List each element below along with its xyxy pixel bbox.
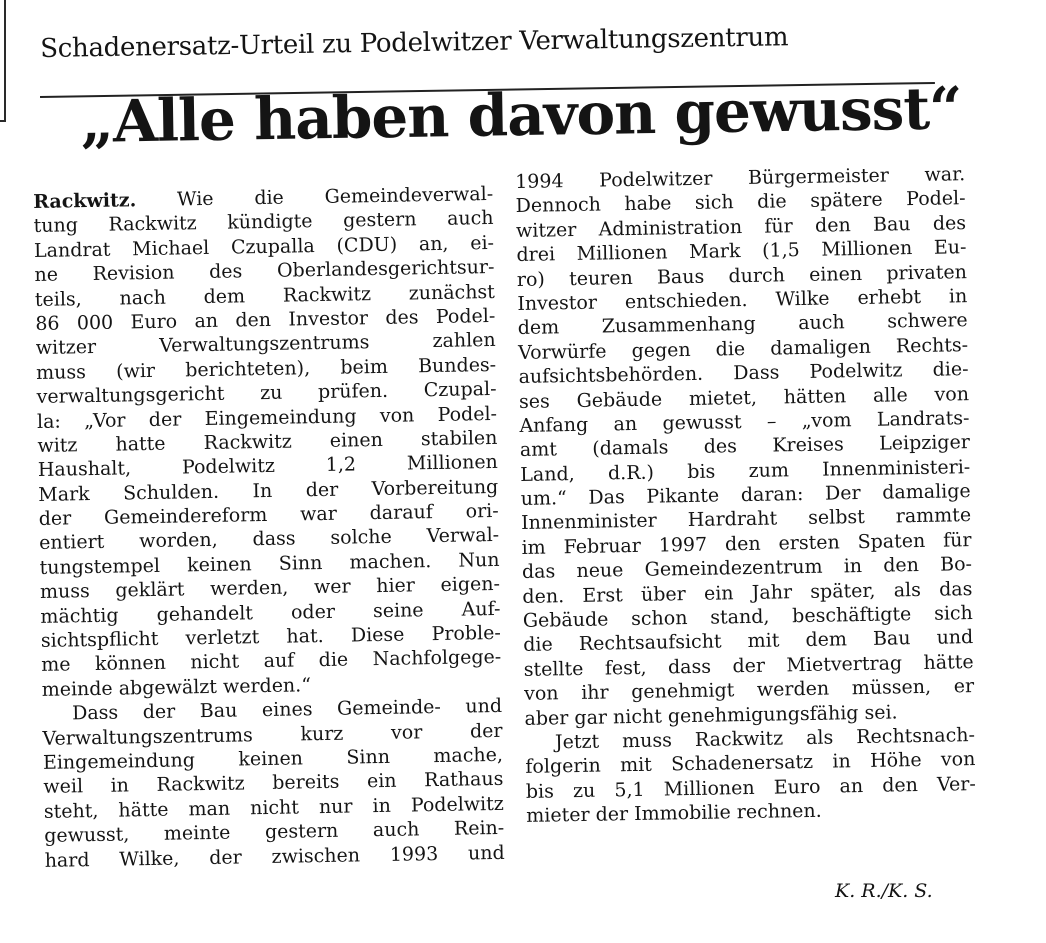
article-line: Investor entschieden. Wilke erhebt in xyxy=(517,285,968,315)
article-line: folgerin mit Schadenersatz in Höhe von xyxy=(525,748,976,779)
article-line: witz hatte Rackwitz einen stabilen xyxy=(37,426,498,457)
article-line: Dennoch habe sich die spätere Podel- xyxy=(515,187,966,218)
article-line: Anfang an gewusst – „vom Landrats- xyxy=(519,407,970,437)
byline: K. R./K. S. xyxy=(835,880,933,902)
article-line: aufsichtsbehörden. Dass Podelwitz die- xyxy=(518,358,969,389)
article-line: mächtig gehandelt oder seine Auf- xyxy=(40,597,501,628)
article-line: witzer Verwaltungszentrums zahlen xyxy=(35,329,496,360)
article-line: von ihr genehmigt werden müssen, er xyxy=(523,675,975,706)
article-line: Verwaltungszentrums kurz vor der xyxy=(42,719,503,750)
article-line: ses Gebäude mietet, hätten alle von xyxy=(518,382,970,413)
article-line: 1994 Podelwitzer Bürgermeister war. xyxy=(515,163,966,193)
article-line: stellte fest, dass der Mietvertrag hätte xyxy=(523,650,974,681)
article-line: Landrat Michael Czupalla (CDU) an, ei- xyxy=(33,231,495,262)
article-line: steht, hätte man nicht nur in Podelwitz xyxy=(43,792,504,823)
article-line: ro) teuren Baus durch einen privaten xyxy=(516,260,968,291)
clipping-border-horizontal xyxy=(0,120,6,122)
dateline: Rackwitz. xyxy=(33,189,137,213)
article-headline: „Alle haben davon gewusst“ xyxy=(80,74,962,156)
article-line: dem Zusammenhang auch schwere xyxy=(517,309,968,340)
article-line: Mark Schulden. In der Vorbereitung xyxy=(38,475,499,506)
article-line: weil in Rackwitz bereits ein Rathaus xyxy=(43,768,504,799)
article-line: der Gemeindereform war darauf ori- xyxy=(38,500,499,531)
article-line: Jetzt muss Rackwitz als Rechtsnach- xyxy=(554,724,976,754)
article-line: Gebäude schon stand, beschäftigte sich xyxy=(522,602,973,632)
article-line: mieter der Immobilie rechnen. xyxy=(526,799,822,828)
article-line: ne Revision des Oberlandesgerichtsur- xyxy=(34,256,495,287)
article-line: Dass der Bau eines Gemeinde- und xyxy=(71,695,503,725)
article-line: Land, d.R.) bis zum Innenministeri- xyxy=(520,455,971,486)
article-line: muss geklärt werden, wer hier eigen- xyxy=(39,573,501,604)
article-line: bis zu 5,1 Millionen Euro an den Ver- xyxy=(525,772,976,803)
article-line: tung Rackwitz kündigte gestern auch xyxy=(33,207,494,238)
article-line: gewusst, meinte gestern auch Rein- xyxy=(44,817,505,848)
clipping-border-vertical xyxy=(4,0,6,120)
article-line: la: „Vor der Eingemeindung von Podel- xyxy=(36,402,498,433)
article-line: me können nicht auf die Nachfolgege- xyxy=(41,646,502,677)
article-line: verwaltungsgericht zu prüfen. Czupal- xyxy=(36,378,497,409)
article-line: den. Erst über ein Jahr später, als das xyxy=(522,577,973,608)
article-line: aber gar nicht genehmigungsfähig sei. xyxy=(524,701,898,730)
article-line: Haushalt, Podelwitz 1,2 Millionen xyxy=(37,451,499,482)
article-line: im Februar 1997 den ersten Spaten für xyxy=(521,528,972,559)
article-line: entiert worden, dass solche Verwal- xyxy=(38,524,500,555)
article-line: witzer Administration für den Bau des xyxy=(515,211,967,242)
article-line: hard Wilke, der zwischen 1993 und xyxy=(44,841,505,872)
right-column xyxy=(515,162,976,828)
article-line: sichtspflicht verletzt hat. Diese Proble- xyxy=(40,621,501,652)
article-line: tungstempel keinen Sinn machen. Nun xyxy=(39,548,500,579)
article-line: teils, nach dem Rackwitz zunächst xyxy=(34,280,496,311)
article-line: Vorwürfe gegen die damaligen Rechts- xyxy=(517,333,969,364)
article-line: Rackwitz. Wie die Gemeindeverwal- xyxy=(33,182,494,213)
article-line: muss (wir berichteten), beim Bundes- xyxy=(35,353,497,384)
article-line: drei Millionen Mark (1,5 Millionen Eu- xyxy=(516,236,967,267)
article-kicker: Schadenersatz-Urteil zu Podelwitzer Verwaltungszentrum xyxy=(40,22,789,64)
article-line: Eingemeindung keinen Sinn mache, xyxy=(42,743,504,774)
article-line: das neue Gemeindezentrum in den Bo- xyxy=(521,553,973,584)
article-line: um.“ Das Pikante daran: Der damalige xyxy=(520,480,971,511)
article-line: die Rechtsaufsicht mit dem Bau und xyxy=(523,626,974,657)
article-line: 86 000 Euro an den Investor des Podel- xyxy=(35,304,496,335)
article-line: meinde abgewälzt werden.“ xyxy=(41,674,312,701)
left-column xyxy=(33,182,505,873)
article-line: amt (damals des Kreises Leipziger xyxy=(519,431,971,462)
article-line: Innenminister Hardraht selbst rammte xyxy=(520,504,972,535)
